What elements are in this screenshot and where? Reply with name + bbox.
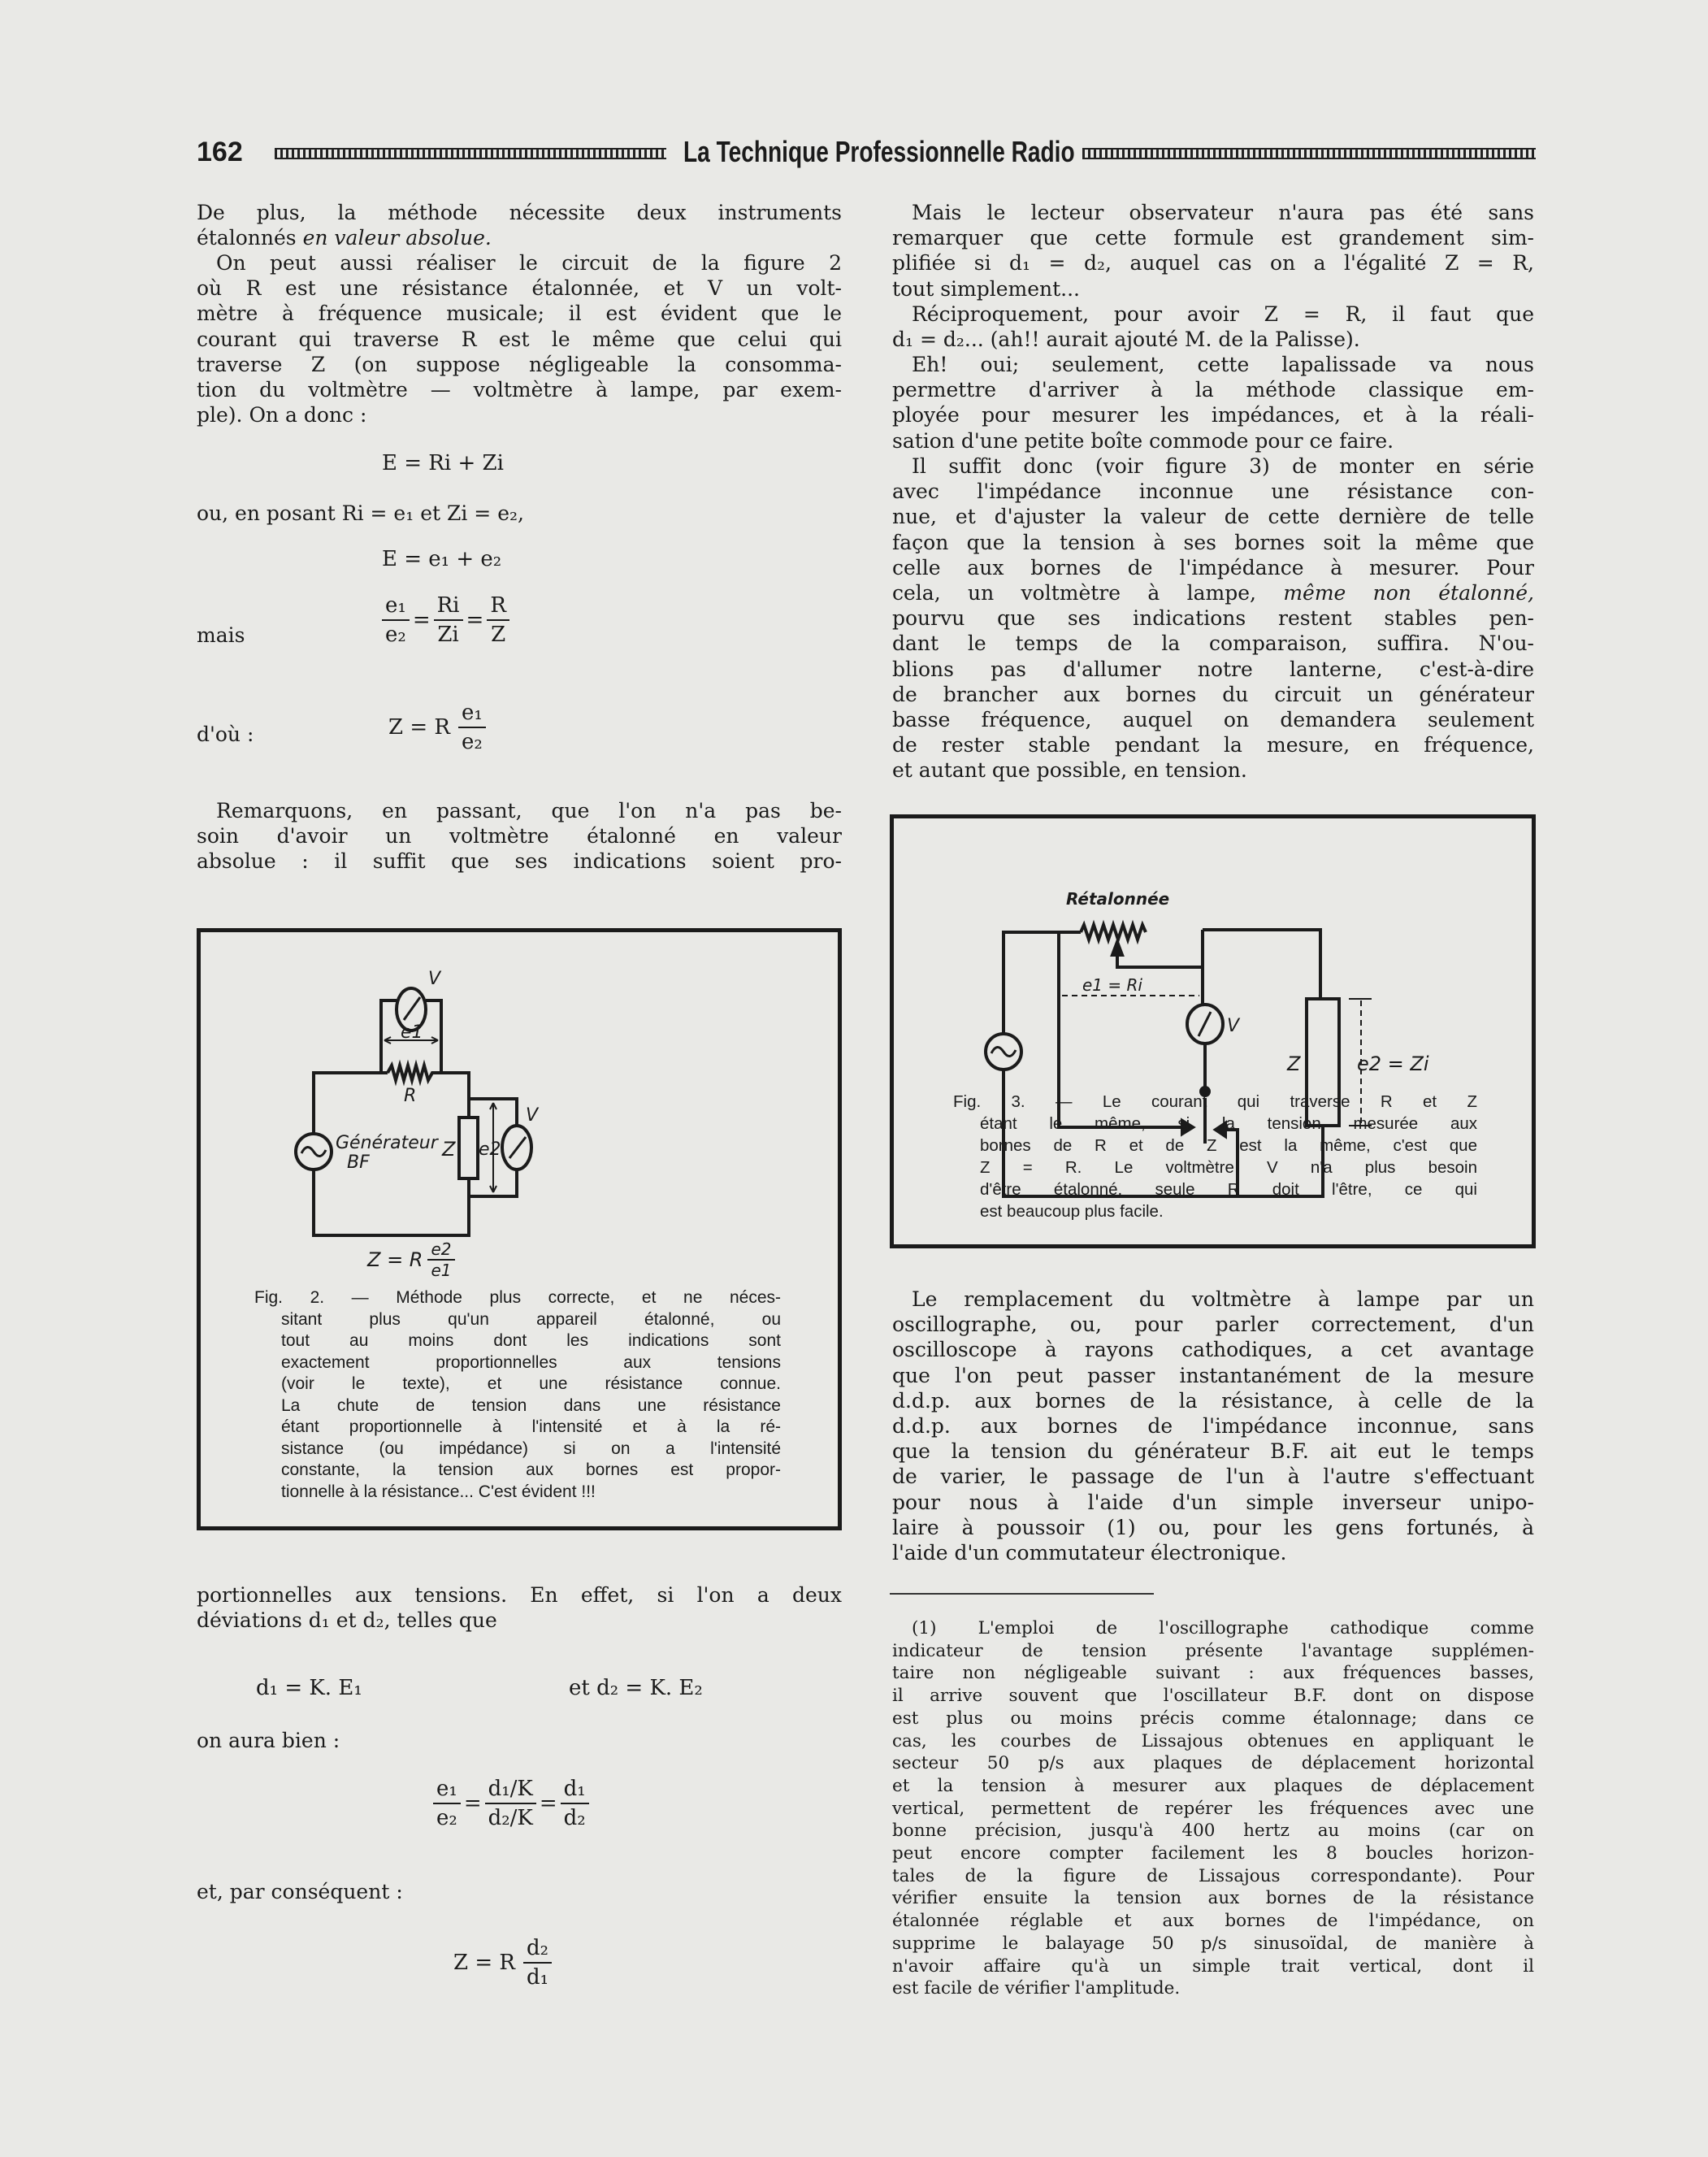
resistor-r-etalonnee-icon	[1081, 925, 1146, 940]
mais-label: mais	[197, 623, 245, 647]
text-line: cas, les courbes de Lissajous obtenues en appliquant le	[892, 1730, 1534, 1751]
text-line: que la tension du générateur B.F. ait eut le temps	[892, 1439, 1534, 1464]
label-z: Z	[1287, 1052, 1301, 1075]
label-v-top: V	[428, 969, 441, 989]
text-line: Réciproquement, pour avoir Z = R, il faut que	[912, 302, 1534, 326]
equation-z-r-e1-e2	[388, 699, 486, 756]
left-paragraph-4	[197, 1582, 842, 1633]
denominator: e₂	[461, 730, 483, 754]
caption-line: étant proportionnelle à l'intensité et à la ré-	[281, 1417, 781, 1436]
text-line: vertical, permettent de repérer les fréquences avec une	[892, 1798, 1534, 1819]
text-line	[892, 580, 1534, 605]
label-e2-zi: e2 = Zi	[1357, 1052, 1429, 1075]
text-line: taire non négligeable suivant : aux fréquences basses,	[892, 1663, 1534, 1684]
text-segment: étalonnés	[197, 226, 303, 250]
text-line: étalonnée réglable et aux bornes de l'impédance, on	[892, 1911, 1534, 1932]
text-line: blions pas d'allumer notre lanterne, c'est-à-dire	[892, 657, 1534, 681]
equation-text: d₁ = K. E₁	[256, 1676, 362, 1700]
fraction	[433, 1775, 461, 1832]
fig2-caption	[254, 1287, 781, 1503]
label-v: V	[1227, 1016, 1240, 1036]
text-line: celle aux bornes de l'impédance à mesurer. Pour	[892, 555, 1534, 579]
equation-d-ratio	[433, 1775, 589, 1832]
caption-line: bornes de R et de Z est la même, c'est que	[980, 1136, 1477, 1155]
equals-sign: =	[412, 608, 431, 632]
text-line: Le remplacement du voltmètre à lampe par un	[912, 1287, 1534, 1311]
text-line: dant le temps de la comparaison, suffira. N'ou-	[892, 631, 1534, 656]
equation-d1	[256, 1676, 362, 1700]
resistor-r-icon	[388, 1065, 469, 1118]
text-line: n'avoir affaire qu'à un simple trait vertical, dont il	[892, 1955, 1534, 1977]
denominator: e₂	[385, 623, 406, 647]
denominator: d₂	[563, 1806, 586, 1830]
text-line: peut encore compter facilement les 8 boucles horizon-	[892, 1843, 1534, 1864]
dou-label: d'où :	[197, 723, 254, 746]
text-line: où R est une résistance étalonnée, et V un volt-	[197, 276, 842, 301]
denominator: Zi	[437, 623, 459, 647]
text-line: permettre d'arriver à la méthode classique em-	[892, 378, 1534, 402]
denominator: e₂	[436, 1806, 457, 1830]
formula-lhs: Z = R	[367, 1248, 423, 1271]
caption-line: étant le même, si la tension mesurée aux	[980, 1114, 1477, 1133]
text-line: de varier, le passage de l'un à l'autre s'effectuant	[892, 1465, 1534, 1489]
label-z: Z	[442, 1138, 456, 1161]
header-ornament-left	[275, 148, 666, 159]
left-paragraph-1	[197, 200, 842, 250]
equation-text: E = e₁ + e₂	[382, 547, 502, 571]
fig3-caption	[953, 1091, 1477, 1222]
text-line: d.d.p. aux bornes de l'impédance inconnue, sans	[892, 1414, 1534, 1439]
italic-text: même non étalonné,	[1283, 581, 1534, 605]
label-bf: BF	[347, 1152, 370, 1173]
right-paragraph-4	[892, 454, 1534, 783]
text-line: nue, et d'ajuster la valeur de cette dernière de telle	[892, 505, 1534, 529]
equation-z-r-d2-d1	[453, 1934, 552, 1991]
text-line: secteur 50 p/s aux plaques de déplacement horizontal	[892, 1753, 1534, 1774]
equation-d2	[569, 1676, 703, 1700]
label-e2: e2	[479, 1139, 501, 1160]
label-r-etalonnee: Rétalonnée	[1066, 889, 1170, 909]
figure-2	[197, 928, 842, 1530]
label-e1: e1	[401, 1022, 423, 1043]
text-line: est facile de vérifier l'amplitude.	[892, 1978, 1181, 1999]
text-line: indicateur de tension présente l'avantage supplémen-	[892, 1640, 1534, 1661]
caption-line: Z = R. Le voltmètre V n'a plus besoin	[980, 1158, 1477, 1177]
equation-e-ri-zi	[382, 451, 504, 475]
text-line: de rester stable pendant la mesure, en fréquence,	[892, 733, 1534, 757]
numerator: e₁	[436, 1777, 457, 1801]
text-line: bonne précision, jusqu'à 400 hertz au moins (car on	[892, 1821, 1534, 1842]
fraction	[458, 699, 486, 756]
equation-e-sum	[382, 547, 501, 571]
right-paragraph-5	[892, 1287, 1534, 1565]
numerator: e₁	[461, 701, 483, 725]
text-line: avec l'impédance inconnue une résistance con-	[892, 480, 1534, 504]
text-line: de brancher aux bornes du circuit un générateur	[892, 682, 1534, 706]
text-line: tales de la figure de Lissajous correspondante). Pour	[892, 1865, 1534, 1886]
fraction	[485, 1775, 536, 1832]
text-line: et autant que possible, en tension.	[892, 758, 1247, 783]
text-line: sation d'une petite boîte commode pour ce faire.	[892, 428, 1394, 453]
equation-lhs: Z = R	[388, 715, 450, 740]
fig2-formula	[367, 1239, 455, 1280]
numerator: R	[490, 593, 506, 618]
caption-line: est beaucoup plus facile.	[980, 1202, 1164, 1221]
fraction	[561, 1775, 589, 1832]
text-line: courant qui traverse R est le même que celui qui	[197, 327, 842, 351]
text-line: traverse Z (on suppose négligeable la consomma-	[197, 352, 842, 376]
text-line: (1) L'emploi de l'oscillographe cathodique comme	[912, 1618, 1534, 1638]
caption-line: tionnelle à la résistance... C'est évident !!!	[281, 1482, 596, 1501]
circuit-diagram-fig2	[201, 932, 838, 1290]
text-line: et la tension à mesurer aux plaques de déplacement	[892, 1775, 1534, 1796]
caption-line: exactement proportionnelles aux tensions	[281, 1352, 781, 1372]
caption-line: tout au moins dont les indications sont	[281, 1331, 781, 1350]
numerator: e₁	[385, 593, 406, 618]
left-paragraph-2	[197, 250, 842, 427]
italic-text: en valeur absolue.	[302, 226, 492, 250]
fraction	[427, 1239, 454, 1280]
text-line: De plus, la méthode nécessite deux instruments	[197, 201, 842, 224]
fraction	[434, 592, 463, 649]
label-v-right: V	[526, 1105, 539, 1126]
text-line: Eh! oui; seulement, cette lapalissade va nous	[912, 353, 1534, 376]
text-line: absolue : il suffit que ses indications soient pro-	[197, 849, 842, 874]
text-line: supprime le balayage 50 p/s sinusoïdal, de manière à	[892, 1933, 1534, 1954]
text-line: que l'on peut passer instantanément de la mesure	[892, 1363, 1534, 1387]
text-line	[197, 225, 842, 250]
text-line: ployée pour mesurer les impédances, et à la réali-	[892, 403, 1534, 427]
caption-line: Fig. 3. — Le courant qui traverse R et Z	[953, 1092, 1477, 1111]
fraction	[487, 592, 509, 649]
text-line: On peut aussi réaliser le circuit de la figure 2	[216, 251, 842, 275]
denominator: e1	[431, 1261, 452, 1280]
text-line: vérifier ensuite la tension aux bornes de la résistance	[892, 1888, 1534, 1909]
text-line: déviations d₁ et d₂, telles que	[197, 1608, 497, 1633]
text-line: soin d'avoir un voltmètre étalonné en valeur	[197, 824, 842, 848]
caption-line: sistance (ou impédance) si on a l'intensité	[281, 1439, 781, 1458]
text-line: oscillographe, ou, pour parler correctement, d'un	[892, 1313, 1534, 1337]
numerator: Ri	[436, 593, 460, 618]
numerator: d₁/K	[488, 1777, 533, 1801]
footnote	[892, 1617, 1534, 2000]
text-line: il arrive souvent que l'oscillateur B.F. dont on dispose	[892, 1686, 1534, 1707]
text-line: tout simplement...	[892, 276, 1081, 301]
footnote-separator	[890, 1593, 1154, 1595]
right-paragraph-1	[892, 200, 1534, 302]
equation-ratios	[382, 592, 509, 649]
right-paragraph-3	[892, 352, 1534, 454]
equation-text: E = Ri + Zi	[382, 451, 504, 475]
fraction	[523, 1934, 552, 1991]
numerator: d₁	[563, 1777, 586, 1801]
fraction	[382, 592, 410, 649]
text-line: laire à poussoir (1) ou, pour les gens fortunés, à	[892, 1515, 1534, 1539]
text-line: portionnelles aux tensions. En effet, si l'on a deux	[197, 1583, 842, 1607]
text-line: ou, en posant Ri = e₁ et Zi = e₂,	[197, 501, 524, 525]
text-line: basse fréquence, auquel on demandera seulement	[892, 708, 1534, 732]
text-line: Mais le lecteur observateur n'aura pas été sans	[912, 201, 1534, 224]
figure-3	[890, 814, 1536, 1248]
page-number: 162	[197, 137, 243, 167]
label-generator: Générateur	[336, 1133, 438, 1153]
label-e1-ri: e1 = Ri	[1082, 975, 1142, 995]
text-line: oscilloscope à rayons cathodiques, a cet avantage	[892, 1338, 1534, 1362]
caption-line: d'être étalonné, seule R doit l'être, ce qui	[980, 1180, 1477, 1199]
text-line: l'aide d'un commutateur électronique.	[892, 1541, 1287, 1565]
text-line: remarquer que cette formule est grandement sim-	[892, 226, 1534, 250]
numerator: e2	[431, 1239, 452, 1259]
impedance-z-icon	[459, 1118, 478, 1178]
text-line: pour nous à l'aide d'un simple inverseur unipo-	[892, 1490, 1534, 1514]
text-line: ple). On a donc :	[197, 403, 367, 427]
equals-sign: =	[466, 608, 484, 632]
header-ornament-right	[1082, 148, 1536, 159]
numerator: d₂	[526, 1936, 549, 1960]
denominator: d₂/K	[488, 1806, 533, 1830]
aura-bien-label: on aura bien :	[197, 1729, 340, 1752]
text-line: d₁ = d₂... (ah!! aurait ajouté M. de la Palisse).	[892, 328, 1360, 352]
text-segment: cela, un voltmètre à lampe,	[892, 581, 1284, 605]
text-line: est plus ou moins précis comme étalonnage; dans ce	[892, 1708, 1534, 1729]
equation-lhs: Z = R	[453, 1951, 515, 1975]
left-paragraph-3	[197, 798, 842, 875]
denominator: d₁	[526, 1965, 549, 1990]
denominator: Z	[491, 623, 506, 647]
consequent-label: et, par conséquent :	[197, 1880, 403, 1903]
caption-line: Fig. 2. — Méthode plus correcte, et ne néces-	[254, 1288, 781, 1307]
text-line: d.d.p. aux bornes de la résistance, à celle de la	[892, 1388, 1534, 1413]
text-line: Il suffit donc (voir figure 3) de monter en série	[912, 454, 1534, 478]
caption-line: La chute de tension dans une résistance	[281, 1395, 781, 1415]
right-paragraph-2	[892, 302, 1534, 352]
equals-sign: =	[539, 1791, 557, 1816]
caption-line: sitant plus qu'un appareil étalonné, ou	[281, 1309, 781, 1329]
equals-sign: =	[463, 1791, 482, 1816]
text-line: plifiée si d₁ = d₂, auquel cas on a l'égalité Z = R,	[892, 251, 1534, 276]
label-r: R	[404, 1086, 417, 1106]
equation-text: et d₂ = K. E₂	[569, 1676, 703, 1700]
text-line: façon que la tension à ses bornes soit la même que	[892, 530, 1534, 554]
text-line: Remarquons, en passant, que l'on n'a pas be-	[216, 799, 842, 822]
caption-line: constante, la tension aux bornes est propor-	[281, 1460, 781, 1479]
text-line: pourvu que ses indications restent stables pen-	[892, 606, 1534, 631]
caption-line: (voir le texte), et une résistance connue.	[281, 1374, 781, 1393]
text-line: mètre à fréquence musicale; il est évident que le	[197, 302, 842, 326]
journal-title: La Technique Professionnelle Radio	[683, 135, 1075, 168]
posant-line	[197, 501, 842, 526]
text-line: tion du voltmètre — voltmètre à lampe, par exem-	[197, 378, 842, 402]
